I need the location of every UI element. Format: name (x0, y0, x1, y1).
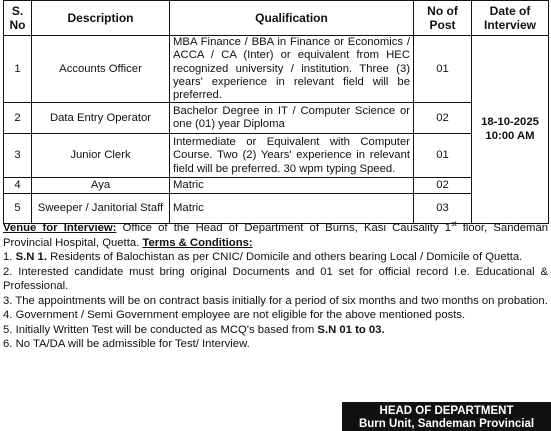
row-posts: 02 (414, 103, 472, 134)
row-sno: 5 (4, 194, 32, 224)
row-posts: 01 (414, 36, 472, 103)
term-text: Residents of Balochistan as per CNIC/ Domicile and others bearing Local / Domicile of Quetta. (50, 251, 523, 263)
term-bold: S.N 01 to 03. (317, 323, 385, 336)
term-item (3, 265, 548, 294)
term-item (3, 308, 548, 323)
interview-time: 10:00 AM (485, 129, 535, 142)
row-description: Sweeper / Janitorial Staff (32, 194, 170, 224)
venue-label: Venue for Interview: (3, 222, 117, 234)
term-number: 2. (3, 265, 13, 278)
signature-block (342, 402, 551, 431)
row-qualification: Matric (170, 178, 414, 194)
row-qualification: MBA Finance / BBA in Finance or Economics / ACCA / CA (Inter) or equivalent from HEC recognized university / institution. Three (3) years' experience in relevant field will be preferred. (170, 36, 414, 103)
signature-title: HEAD OF DEPARTMENT (379, 405, 514, 417)
term-number: 4. (3, 309, 13, 321)
term-text: Initially Written Test will be conducted as MCQ's based from (15, 323, 315, 336)
signature-subtitle: Burn Unit, Sandeman Provincial (358, 418, 535, 430)
term-item (3, 250, 548, 265)
row-sno: 4 (4, 178, 32, 194)
table-row (4, 103, 549, 134)
row-description: Data Entry Operator (32, 103, 170, 134)
header-posts: No of Post (414, 1, 472, 36)
term-bold: S.N 1. (15, 251, 47, 263)
term-text: No TA/DA will be admissible for Test/ Interview. (15, 338, 250, 350)
term-number: 3. (3, 294, 13, 307)
row-qualification: Bachelor Degree in IT / Computer Science or one (01) year Diploma (170, 103, 414, 134)
row-qualification: Intermediate or Equivalent with Computer Course. Two (2) Years' experience in relevant field will be preferred. 30 wpm typing Speed. (170, 134, 414, 178)
row-posts: 01 (414, 134, 472, 178)
row-description: Junior Clerk (32, 134, 170, 178)
terms-heading: Terms & Conditions: (142, 236, 253, 249)
header-description: Description (32, 1, 170, 36)
term-number: 6. (3, 338, 13, 350)
venue-sup: st (451, 221, 457, 229)
table-row (4, 178, 549, 194)
terms-section (3, 221, 548, 352)
row-description: Aya (32, 178, 170, 194)
term-item (3, 323, 548, 338)
row-description: Accounts Officer (32, 36, 170, 103)
term-number: 5. (3, 323, 13, 336)
term-number: 1. (3, 251, 13, 263)
interview-date-cell (472, 36, 549, 224)
venue-text: Office of the Head of Department of Burns, Kasi Causality 1 (122, 222, 452, 234)
venue-paragraph (3, 221, 548, 250)
header-date: Date of Interview (472, 1, 549, 36)
interview-date: 18-10-2025 (481, 116, 539, 129)
term-text: Government / Semi Government employee are not eligible for the above mentioned posts. (15, 309, 466, 321)
row-posts: 02 (414, 178, 472, 194)
header-sno: S. No (4, 1, 32, 36)
posts-table (3, 0, 549, 224)
table-row (4, 194, 549, 224)
table-row (4, 134, 549, 178)
row-sno: 2 (4, 103, 32, 134)
venue-text-cont: floor, Sandeman Provincial Hospital, Quetta. (3, 222, 549, 249)
table-header-row (4, 1, 549, 36)
term-item (3, 294, 548, 309)
term-item (3, 337, 548, 352)
row-qualification: Matric (170, 194, 414, 224)
header-qualification: Qualification (170, 1, 414, 36)
term-text: Interested candidate must bring original Documents and 01 set for official record I.e. Educational & Professional. (3, 265, 548, 292)
row-sno: 3 (4, 134, 32, 178)
table-row (4, 36, 549, 103)
row-posts: 03 (414, 194, 472, 224)
term-text: The appointments will be on contract basis initially for a period of six months and two months on probation. (15, 294, 548, 307)
row-sno: 1 (4, 36, 32, 103)
